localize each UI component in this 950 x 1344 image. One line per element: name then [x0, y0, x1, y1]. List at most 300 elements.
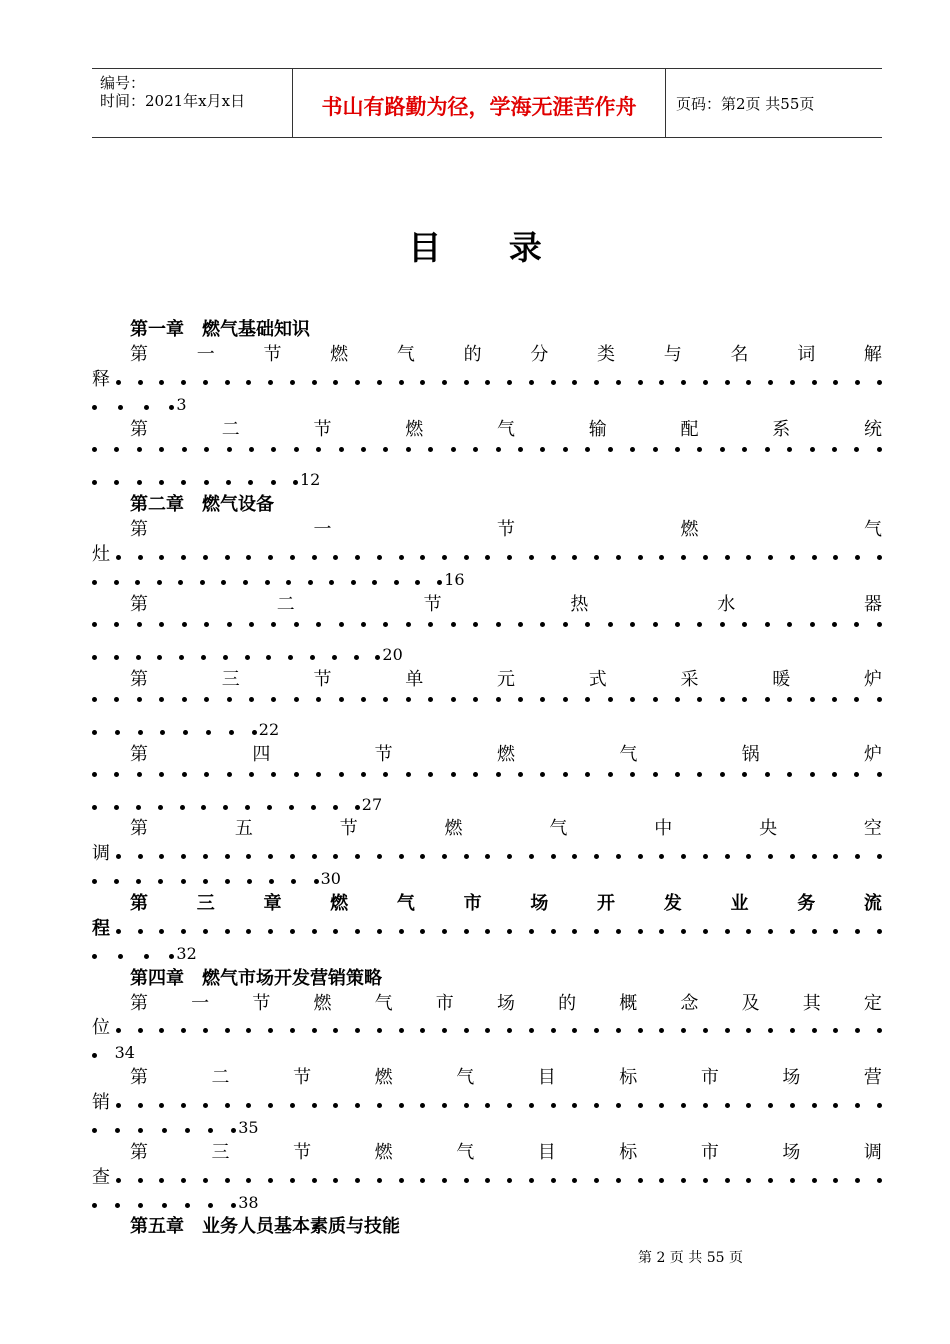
- leader-dot: [787, 622, 792, 627]
- leader-dot: [485, 555, 490, 560]
- document-header: [92, 68, 882, 138]
- leader-dot: [316, 447, 321, 452]
- leader-dot: [551, 380, 556, 385]
- leader-dot: [92, 1203, 97, 1208]
- leader-dot: [92, 447, 97, 452]
- leader-dot: [473, 772, 478, 777]
- leader-dot: [312, 929, 317, 934]
- leader-dot: [225, 1178, 230, 1183]
- toc-char: 统: [864, 419, 882, 440]
- leader-dot: [638, 1178, 643, 1183]
- leader-dot: [765, 447, 770, 452]
- leader-dot: [333, 1103, 338, 1108]
- leader-dot: [144, 405, 149, 410]
- leader-dot: [630, 697, 635, 702]
- leader-dot: [720, 697, 725, 702]
- leader-dot: [116, 555, 121, 560]
- leader-dot: [572, 854, 577, 859]
- leader-dot: [182, 622, 187, 627]
- leader-dot: [271, 772, 276, 777]
- leader-dot: [507, 555, 512, 560]
- leader-dot: [630, 622, 635, 627]
- leader-dot: [594, 555, 599, 560]
- leader-dot: [855, 929, 860, 934]
- leader-dot: [361, 622, 366, 627]
- toc-leader-1-1b: [92, 393, 882, 417]
- toc-char: 第: [130, 993, 148, 1014]
- leader-dot: [227, 447, 232, 452]
- leader-dot: [333, 1178, 338, 1183]
- leader-dot: [415, 580, 420, 585]
- leader-dot: [355, 1103, 360, 1108]
- leader-dot: [638, 854, 643, 859]
- leader-dot: [442, 929, 447, 934]
- leader-dot: [833, 555, 838, 560]
- leader-dot: [551, 929, 556, 934]
- leader-dot: [182, 447, 187, 452]
- leader-dot: [616, 929, 621, 934]
- leader-dot: [383, 697, 388, 702]
- toc-leader-4-2b: [92, 1116, 882, 1140]
- page-footer: 第 2 页 共 55 页: [638, 1250, 743, 1266]
- leader-dot: [138, 730, 143, 735]
- leader-dot: [746, 1178, 751, 1183]
- leader-dot: [877, 555, 882, 560]
- page-number: 34: [114, 1043, 135, 1062]
- leader-dot: [877, 447, 882, 452]
- leader-dot: [92, 805, 97, 810]
- leader-dot: [768, 929, 773, 934]
- leader-dot: [464, 1178, 469, 1183]
- leader-dot: [496, 772, 501, 777]
- leader-char: 释: [92, 369, 110, 390]
- leader-dot: [339, 772, 344, 777]
- leader-dot: [540, 772, 545, 777]
- toc-char: 与: [663, 344, 682, 365]
- leader-dot: [92, 954, 97, 959]
- leader-dot: [594, 1028, 599, 1033]
- toc-char: 燃: [444, 818, 463, 839]
- leader-dot: [377, 1103, 382, 1108]
- leader-dot: [638, 555, 643, 560]
- leader-dot: [746, 1028, 751, 1033]
- leader-dot: [204, 447, 209, 452]
- leader-dot: [312, 854, 317, 859]
- toc-char: 节: [423, 594, 442, 615]
- leader-dot: [92, 580, 97, 585]
- toc-chapter-5: 第五章 业务人员基本素质与技能: [130, 1216, 400, 1237]
- leader-dot: [339, 697, 344, 702]
- leader-dot: [268, 555, 273, 560]
- toc-char: 目: [537, 1142, 556, 1163]
- leader-dot: [115, 1128, 120, 1133]
- leader-dot: [246, 1103, 251, 1108]
- leader-dot: [208, 1128, 213, 1133]
- toc-char: 燃: [330, 893, 349, 914]
- toc-char: 市: [435, 993, 454, 1014]
- leader-dot: [720, 622, 725, 627]
- leader-dot: [116, 854, 121, 859]
- leader-dot: [854, 697, 859, 702]
- leader-dot: [92, 622, 97, 627]
- leader-dot: [115, 1203, 120, 1208]
- leader-dot: [551, 555, 556, 560]
- toc-char: 中: [654, 818, 673, 839]
- leader-dot: [312, 1178, 317, 1183]
- leader-dot: [181, 555, 186, 560]
- toc-char: 锅: [741, 744, 760, 765]
- leader-dot: [92, 480, 97, 485]
- leader-dot: [223, 805, 228, 810]
- leader-dot: [204, 480, 209, 485]
- leader-dot: [681, 929, 686, 934]
- leader-dot: [572, 555, 577, 560]
- leader-dot: [833, 380, 838, 385]
- leader-dot: [616, 1028, 621, 1033]
- toc-char: 市: [700, 1142, 719, 1163]
- leader-dot: [92, 879, 97, 884]
- leader-dot: [877, 1103, 882, 1108]
- leader-dot: [332, 655, 337, 660]
- leader-dot: [114, 480, 119, 485]
- leader-dot: [659, 854, 664, 859]
- leader-dot: [877, 697, 882, 702]
- leader-dot: [225, 1028, 230, 1033]
- leader-dot: [810, 772, 815, 777]
- leader-dot: [290, 1028, 295, 1033]
- toc-char: 三: [196, 893, 215, 914]
- leader-dot: [675, 447, 680, 452]
- toc-char: 及: [741, 993, 760, 1014]
- leader-dot: [746, 854, 751, 859]
- toc-char: 场: [496, 993, 515, 1014]
- toc-leader-2-3: [92, 693, 882, 702]
- leader-dot: [355, 1028, 360, 1033]
- leader-dot: [563, 622, 568, 627]
- leader-dot: [855, 380, 860, 385]
- leader-dot: [355, 854, 360, 859]
- leader-dot: [159, 772, 164, 777]
- leader-dot: [585, 697, 590, 702]
- leader-dot: [339, 447, 344, 452]
- toc-char: 第: [130, 893, 148, 914]
- leader-dot: [810, 447, 815, 452]
- leader-dot: [594, 929, 599, 934]
- leader-dot: [159, 854, 164, 859]
- leader-dot: [137, 447, 142, 452]
- leader-dot: [377, 854, 382, 859]
- leader-dot: [114, 655, 119, 660]
- leader-dot: [247, 879, 252, 884]
- leader-dot: [355, 555, 360, 560]
- leader-dot: [725, 854, 730, 859]
- toc-char: 目: [537, 1067, 556, 1088]
- dot-leader: [92, 401, 174, 410]
- leader-dot: [377, 1178, 382, 1183]
- leader-dot: [92, 697, 97, 702]
- leader-dot: [271, 697, 276, 702]
- leader-dot: [812, 929, 817, 934]
- leader-dot: [204, 772, 209, 777]
- leader-dot: [833, 1103, 838, 1108]
- leader-dot: [333, 1028, 338, 1033]
- leader-dot: [314, 879, 319, 884]
- leader-dot: [765, 622, 770, 627]
- leader-dot: [268, 1028, 273, 1033]
- leader-dot: [742, 447, 747, 452]
- leader-dot: [594, 380, 599, 385]
- leader-dot: [507, 1103, 512, 1108]
- leader-dot: [551, 1178, 556, 1183]
- dot-leader: [92, 576, 442, 585]
- leader-dot: [877, 1028, 882, 1033]
- leader-dot: [159, 1028, 164, 1033]
- leader-dot: [333, 380, 338, 385]
- toc-char: 一: [196, 344, 215, 365]
- date-label: 时间：2021年x月x日: [100, 92, 246, 110]
- leader-dot: [355, 380, 360, 385]
- leader-dot: [181, 480, 186, 485]
- leader-dot: [223, 655, 228, 660]
- leader-dot: [681, 380, 686, 385]
- leader-dot: [136, 655, 141, 660]
- leader-dot: [653, 447, 658, 452]
- toc-char: 节: [339, 818, 358, 839]
- leader-dot: [225, 929, 230, 934]
- toc-char: 三: [221, 669, 240, 690]
- toc-chapter-3: [92, 892, 882, 916]
- leader-dot: [394, 580, 399, 585]
- toc-char: 概: [619, 993, 638, 1014]
- leader-dot: [268, 929, 273, 934]
- leader-dot: [294, 622, 299, 627]
- leader-dot: [355, 1178, 360, 1183]
- leader-dot: [608, 697, 613, 702]
- leader-dot: [790, 1178, 795, 1183]
- leader-dot: [442, 1103, 447, 1108]
- leader-dot: [271, 622, 276, 627]
- leader-dot: [768, 555, 773, 560]
- leader-dot: [137, 697, 142, 702]
- leader-char: 调: [92, 843, 110, 864]
- toc-char: 气: [396, 893, 415, 914]
- toc-entry-4-2: [92, 1066, 882, 1090]
- leader-dot: [361, 697, 366, 702]
- header-right-cell: [666, 69, 882, 137]
- leader-dot: [572, 929, 577, 934]
- toc-leader-2-2: [92, 618, 882, 627]
- leader-dot: [485, 1028, 490, 1033]
- leader-dot: [681, 1103, 686, 1108]
- leader-dot: [768, 380, 773, 385]
- leader-dot: [464, 929, 469, 934]
- leader-dot: [116, 1103, 121, 1108]
- leader-dot: [249, 697, 254, 702]
- dot-leader: [116, 1099, 882, 1108]
- leader-dot: [355, 805, 360, 810]
- leader-dot: [442, 1178, 447, 1183]
- toc-char: 第: [130, 818, 148, 839]
- leader-dot: [203, 854, 208, 859]
- leader-dot: [158, 805, 163, 810]
- leader-dot: [473, 447, 478, 452]
- leader-dot: [659, 555, 664, 560]
- leader-dot: [746, 555, 751, 560]
- leader-dot: [529, 1178, 534, 1183]
- leader-dot: [181, 1103, 186, 1108]
- leader-dot: [203, 1178, 208, 1183]
- leader-dot: [790, 854, 795, 859]
- leader-dot: [703, 854, 708, 859]
- leader-dot: [464, 1028, 469, 1033]
- leader-dot: [551, 854, 556, 859]
- leader-dot: [854, 622, 859, 627]
- leader-dot: [420, 1028, 425, 1033]
- dot-leader: [92, 651, 380, 660]
- leader-dot: [451, 772, 456, 777]
- leader-dot: [377, 929, 382, 934]
- toc-char: 场: [530, 893, 549, 914]
- leader-dot: [399, 1103, 404, 1108]
- toc-char: 央: [759, 818, 778, 839]
- toc-entry-1-2: [92, 418, 882, 442]
- toc-leader-2-5b: [92, 867, 882, 891]
- leader-dot: [768, 854, 773, 859]
- toc-char: 第: [130, 594, 148, 615]
- leader-dot: [742, 622, 747, 627]
- page-number: 30: [320, 869, 341, 888]
- leader-dot: [790, 929, 795, 934]
- leader-dot: [245, 805, 250, 810]
- leader-dot: [720, 447, 725, 452]
- toc-char: 其: [802, 993, 821, 1014]
- toc-char: 热: [570, 594, 589, 615]
- toc-char: 燃: [496, 744, 515, 765]
- leader-dot: [383, 622, 388, 627]
- toc-char: 第: [130, 1067, 148, 1088]
- dot-leader: [92, 443, 882, 452]
- toc-char: 一: [313, 519, 332, 540]
- leader-dot: [291, 879, 296, 884]
- leader-dot: [208, 1203, 213, 1208]
- leader-dot: [226, 480, 231, 485]
- leader-dot: [572, 1028, 577, 1033]
- leader-dot: [437, 580, 442, 585]
- leader-dot: [551, 1103, 556, 1108]
- toc-leader-4-1b: [92, 1041, 882, 1065]
- leader-dot: [333, 854, 338, 859]
- toc-char: 一: [191, 993, 210, 1014]
- toc-char: 炉: [863, 744, 882, 765]
- leader-dot: [203, 879, 208, 884]
- toc-char: 气: [619, 744, 638, 765]
- toc-char: 采: [680, 669, 699, 690]
- leader-dot: [659, 1178, 664, 1183]
- leader-dot: [361, 772, 366, 777]
- leader-dot: [159, 480, 164, 485]
- leader-dot: [159, 697, 164, 702]
- leader-dot: [832, 772, 837, 777]
- page-info: 页码：第2页 共55页: [676, 95, 815, 113]
- leader-dot: [832, 447, 837, 452]
- leader-dot: [268, 854, 273, 859]
- leader-dot: [746, 929, 751, 934]
- leader-dot: [92, 1128, 97, 1133]
- toc-char: 燃: [313, 993, 332, 1014]
- leader-dot: [310, 655, 315, 660]
- leader-dot: [473, 622, 478, 627]
- leader-dot: [159, 380, 164, 385]
- leader-dot: [406, 697, 411, 702]
- leader-dot: [221, 580, 226, 585]
- page-title: 目 录: [408, 228, 570, 267]
- toc-char: 空: [863, 818, 882, 839]
- dot-leader: [92, 875, 319, 884]
- leader-dot: [833, 929, 838, 934]
- leader-dot: [182, 697, 187, 702]
- leader-dot: [289, 805, 294, 810]
- page-number: 16: [444, 570, 465, 589]
- leader-dot: [529, 555, 534, 560]
- leader-dot: [246, 1178, 251, 1183]
- leader-dot: [518, 622, 523, 627]
- leader-dot: [377, 1028, 382, 1033]
- leader-dot: [160, 730, 165, 735]
- leader-dot: [507, 1028, 512, 1033]
- toc-char: 节: [293, 1142, 312, 1163]
- toc-char: 流: [863, 893, 882, 914]
- leader-dot: [594, 854, 599, 859]
- leader-dot: [833, 1178, 838, 1183]
- leader-dot: [810, 697, 815, 702]
- leader-dot: [203, 555, 208, 560]
- toc-entry-2-1: [92, 518, 882, 542]
- dot-leader: [116, 925, 882, 934]
- toc-chapter-2: 第二章 燃气设备: [130, 494, 274, 515]
- toc-char: 输: [588, 419, 607, 440]
- leader-dot: [563, 447, 568, 452]
- leader-dot: [227, 697, 232, 702]
- leader-dot: [572, 1103, 577, 1108]
- leader-dot: [269, 879, 274, 884]
- leader-dot: [246, 380, 251, 385]
- toc-char: 暖: [772, 669, 791, 690]
- toc-char: 节: [313, 669, 332, 690]
- leader-dot: [138, 1203, 143, 1208]
- leader-dot: [572, 380, 577, 385]
- leader-dot: [812, 1103, 817, 1108]
- leader-dot: [157, 655, 162, 660]
- toc-leader-1-2b: [92, 468, 882, 492]
- leader-dot: [420, 555, 425, 560]
- toc-entry-2-4: [92, 743, 882, 767]
- toc-char: 分: [530, 344, 549, 365]
- leader-dot: [653, 772, 658, 777]
- leader-dot: [485, 854, 490, 859]
- leader-dot: [227, 622, 232, 627]
- leader-dot: [375, 655, 380, 660]
- leader-dot: [594, 1178, 599, 1183]
- leader-dot: [229, 730, 234, 735]
- leader-dot: [451, 697, 456, 702]
- toc-leader-3b: [92, 942, 882, 966]
- leader-dot: [246, 1028, 251, 1033]
- toc-char: 第: [130, 1142, 148, 1163]
- leader-dot: [563, 697, 568, 702]
- leader-dot: [420, 854, 425, 859]
- leader-dot: [616, 1103, 621, 1108]
- leader-dot: [116, 1028, 121, 1033]
